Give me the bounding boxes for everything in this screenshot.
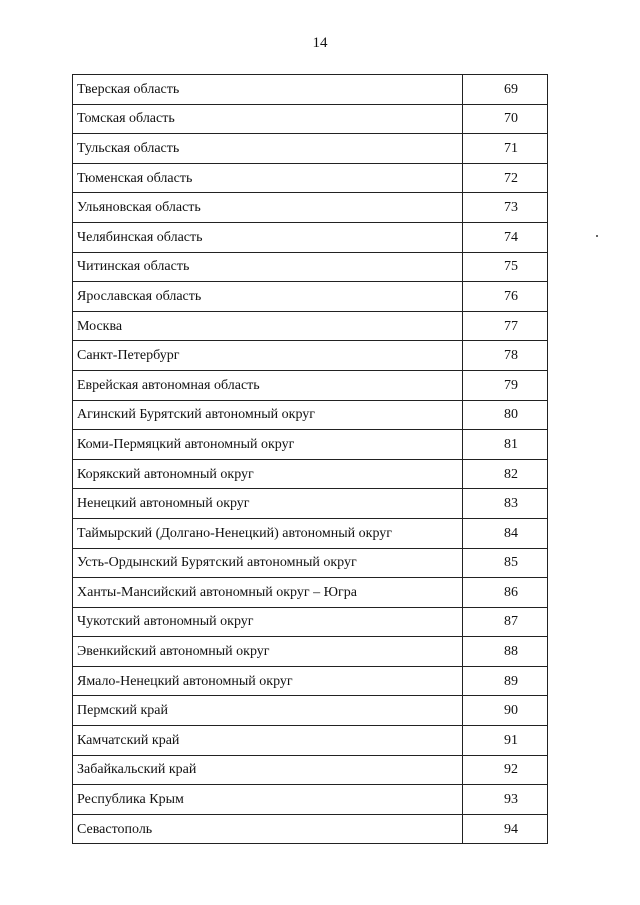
table-row: [73, 696, 548, 726]
table-row: [73, 637, 548, 667]
table-row: [73, 400, 548, 430]
scan-speck: [596, 235, 598, 237]
region-code-cell: 94: [463, 814, 548, 844]
table-row: [73, 193, 548, 223]
table-row: [73, 489, 548, 519]
region-code-cell: 86: [463, 578, 548, 608]
region-name-cell: Читинская область: [73, 252, 463, 282]
region-name-cell: Коми-Пермяцкий автономный округ: [73, 430, 463, 460]
region-code-cell: 92: [463, 755, 548, 785]
table-row: [73, 163, 548, 193]
region-name-cell: Пермский край: [73, 696, 463, 726]
region-name-cell: Усть-Ордынский Бурятский автономный округ: [73, 548, 463, 578]
region-code-cell: 85: [463, 548, 548, 578]
region-code-cell: 80: [463, 400, 548, 430]
region-code-cell: 69: [463, 75, 548, 105]
region-code-cell: 72: [463, 163, 548, 193]
table-row: [73, 341, 548, 371]
table-row: [73, 726, 548, 756]
region-name-cell: Ханты-Мансийский автономный округ – Югра: [73, 578, 463, 608]
table-row: [73, 134, 548, 164]
region-code-cell: 90: [463, 696, 548, 726]
region-name-cell: Челябинская область: [73, 222, 463, 252]
region-code-cell: 73: [463, 193, 548, 223]
region-name-cell: Тверская область: [73, 75, 463, 105]
table-row: [73, 785, 548, 815]
table-row: [73, 814, 548, 844]
region-code-cell: 81: [463, 430, 548, 460]
regions-table: [72, 74, 548, 844]
region-code-cell: 84: [463, 518, 548, 548]
regions-table-body: [73, 75, 548, 844]
table-row: [73, 459, 548, 489]
table-row: [73, 578, 548, 608]
region-code-cell: 83: [463, 489, 548, 519]
table-row: [73, 75, 548, 105]
table-row: [73, 666, 548, 696]
region-name-cell: Ненецкий автономный округ: [73, 489, 463, 519]
region-name-cell: Тюменская область: [73, 163, 463, 193]
table-row: [73, 518, 548, 548]
table-row: [73, 252, 548, 282]
table-row: [73, 222, 548, 252]
region-name-cell: Санкт-Петербург: [73, 341, 463, 371]
region-code-cell: 79: [463, 370, 548, 400]
region-code-cell: 82: [463, 459, 548, 489]
table-row: [73, 282, 548, 312]
region-code-cell: 87: [463, 607, 548, 637]
region-name-cell: Ямало-Ненецкий автономный округ: [73, 666, 463, 696]
table-row: [73, 607, 548, 637]
table-row: [73, 755, 548, 785]
region-name-cell: Ярославская область: [73, 282, 463, 312]
region-name-cell: Томская область: [73, 104, 463, 134]
region-code-cell: 75: [463, 252, 548, 282]
region-name-cell: Забайкальский край: [73, 755, 463, 785]
table-row: [73, 370, 548, 400]
region-code-cell: 88: [463, 637, 548, 667]
region-code-cell: 89: [463, 666, 548, 696]
region-name-cell: Таймырский (Долгано-Ненецкий) автономный округ: [73, 518, 463, 548]
region-name-cell: Севастополь: [73, 814, 463, 844]
region-name-cell: Еврейская автономная область: [73, 370, 463, 400]
region-name-cell: Республика Крым: [73, 785, 463, 815]
table-row: [73, 548, 548, 578]
region-name-cell: Камчатский край: [73, 726, 463, 756]
page-number: 14: [312, 35, 328, 51]
region-name-cell: Эвенкийский автономный округ: [73, 637, 463, 667]
region-code-cell: 77: [463, 311, 548, 341]
region-name-cell: Корякский автономный округ: [73, 459, 463, 489]
table-row: [73, 430, 548, 460]
region-name-cell: Тульская область: [73, 134, 463, 164]
region-code-cell: 70: [463, 104, 548, 134]
region-name-cell: Чукотский автономный округ: [73, 607, 463, 637]
table-row: [73, 311, 548, 341]
region-code-cell: 71: [463, 134, 548, 164]
region-code-cell: 78: [463, 341, 548, 371]
region-name-cell: Москва: [73, 311, 463, 341]
region-name-cell: Агинский Бурятский автономный округ: [73, 400, 463, 430]
table-row: [73, 104, 548, 134]
region-code-cell: 74: [463, 222, 548, 252]
region-code-cell: 93: [463, 785, 548, 815]
region-code-cell: 91: [463, 726, 548, 756]
region-name-cell: Ульяновская область: [73, 193, 463, 223]
region-code-cell: 76: [463, 282, 548, 312]
